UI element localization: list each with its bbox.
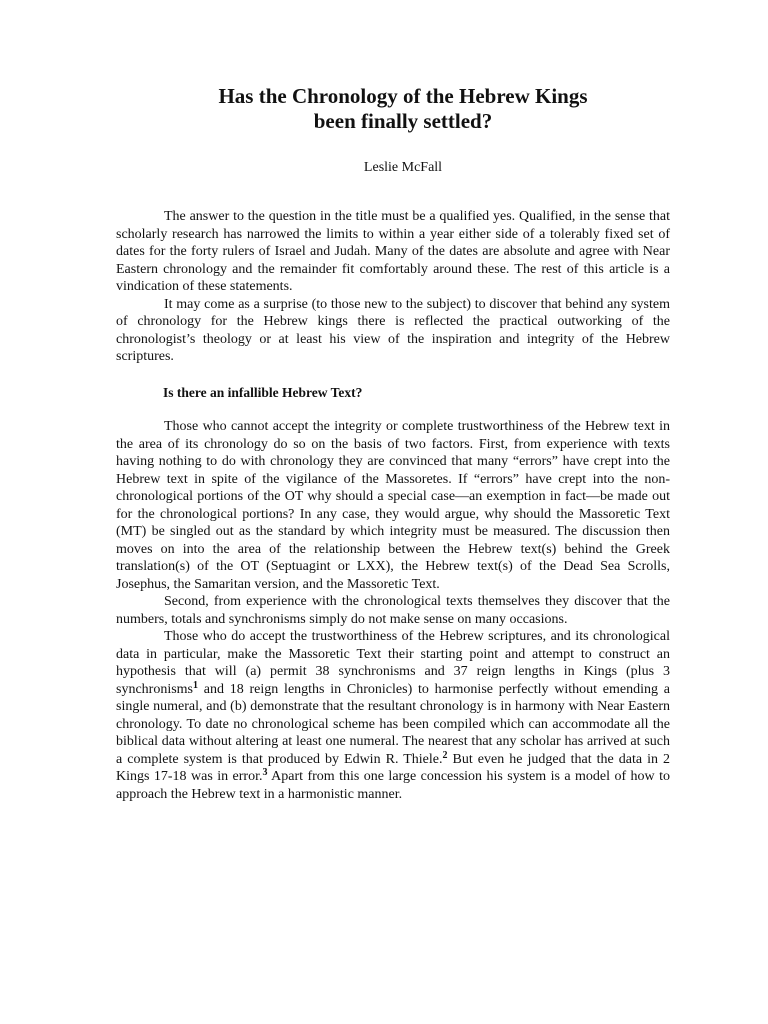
paragraph-1: The answer to the question in the title must be a qualified yes. Qualified, in the sense that scholarly research has narrowed the limits to within a year either side of a tolerably fixed set of dates for the forty rulers of Israel and Judah. Many of the dates are absolute and agree with Near Eastern chronology and the remainder fit comfortably around these. The rest of this article is a vindication of these statements.	[116, 209, 670, 294]
footnote-ref-2[interactable]: 2	[442, 749, 448, 761]
footnote-ref-1[interactable]: 1	[193, 679, 198, 691]
paragraph-5-part-b: and 18 reign lengths in Chronicles) to harmonise perfectly without emending a single numeral, and (b) demonstrate that the resultant chronology is in harmony with Near Eastern chronology. To date no chronological scheme has been compiled which can accommodate all the biblical data without altering at least one numeral. The nearest that any scholar has arrived at such a complete system is that produced by Edwin R. Thiele.	[116, 681, 670, 767]
section-heading: Is there an infallible Hebrew Text?	[163, 384, 363, 400]
paragraph-3: Those who cannot accept the integrity or complete trustworthiness of the Hebrew text in the area of its chronology do so on the basis of two factors. First, from experience with texts having nothing to do with chronology they are convinced that many “errors” have crept into the Hebrew text in spite of the vigilance of the Massoretes. If “errors” have crept into the non-chronological portions of the OT why should a special case—an exemption in fact—be made out for the chronological portions? In any case, they would argue, why should the Massoretic Text (MT) be singled out as the standard by which integrity must be measured. The discussion then moves on into the area of the relationship between the Hebrew text(s) behind the Greek translation(s) of the OT (Septuagint or LXX), the Hebrew text(s) of the Dead Sea Scrolls, Josephus, the Samaritan version, and the Massoretic Text.	[116, 419, 670, 592]
title-line-2: been finally settled?	[313, 109, 493, 133]
document-title	[116, 84, 670, 134]
paragraph-5-part-a: Those who do accept the trustworthiness of the Hebrew scriptures, and its chronological data in particular, make the Massoretic Text their starting point and attempt to construct an hypothesis that will (a) permit 38 synchronisms and 37 reign lengths in Kings (plus 3 synchronisms	[116, 629, 670, 697]
article-body	[116, 208, 670, 803]
paragraph-4: Second, from experience with the chronological texts themselves they discover that the numbers, totals and synchronisms simply do not make sense on many occasions.	[116, 594, 670, 627]
paragraph-5-part-c: But even he judged that the data in 2 Kings 17-18 was in error.	[116, 751, 671, 784]
paragraph-5	[116, 628, 670, 803]
author-name: Leslie McFall	[363, 160, 443, 175]
paragraph-5-part-d: Apart from this one large concession his system is a model of how to approach the Hebrew text in a harmonistic manner.	[116, 769, 670, 802]
footnote-ref-3[interactable]: 3	[262, 767, 268, 778]
paragraph-2: It may come as a surprise (to those new to the subject) to discover that behind any system of chronology for the Hebrew kings there is reflected the practical outworking of the chronologist’s theology or at least his view of the inspiration and integrity of the Hebrew scriptures.	[116, 296, 670, 364]
document-page	[116, 84, 670, 803]
title-line-1: Has the Chronology of the Hebrew Kings	[218, 84, 588, 108]
